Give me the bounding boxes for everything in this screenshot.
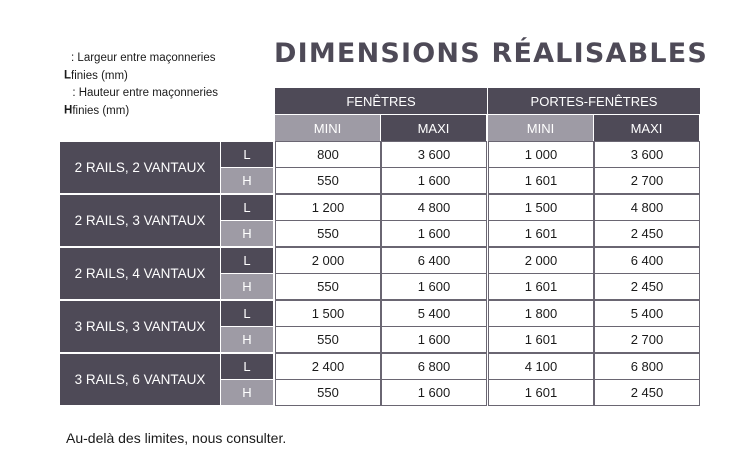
row-key-h: H (221, 380, 273, 405)
footnote: Au-delà des limites, nous consulter. (66, 430, 287, 446)
table-cell: 550 (275, 326, 381, 353)
table-cell: 3 600 (381, 141, 487, 168)
legend-l (64, 50, 222, 85)
row-label: 2 RAILS, 4 VANTAUX (60, 248, 220, 299)
table-cell: 2 000 (488, 247, 594, 274)
table-cell: 1 500 (275, 300, 381, 327)
table-cell: 1 600 (381, 326, 487, 353)
row-label: 2 RAILS, 2 VANTAUX (60, 142, 220, 193)
table-cell: 1 600 (381, 273, 487, 300)
table-cell: 6 800 (594, 353, 700, 380)
table-cell: 550 (275, 167, 381, 194)
row-label: 3 RAILS, 6 VANTAUX (60, 354, 220, 405)
table-cell: 1 500 (488, 194, 594, 221)
table-cell: 6 400 (594, 247, 700, 274)
table-cell: 1 800 (488, 300, 594, 327)
table-cell: 1 601 (488, 273, 594, 300)
table-cell: 1 000 (488, 141, 594, 168)
table-cell: 1 200 (275, 194, 381, 221)
table-cell: 1 600 (381, 167, 487, 194)
group-header: PORTES-FENÊTRES (488, 88, 700, 114)
legend-l-key: L (64, 69, 72, 82)
row-key-l: L (221, 195, 273, 220)
legend-h (64, 85, 222, 120)
table-cell: 1 600 (381, 220, 487, 247)
table-cell: 6 400 (381, 247, 487, 274)
table-cell: 2 450 (594, 273, 700, 300)
table-cell: 5 400 (381, 300, 487, 327)
row-key-l: L (221, 142, 273, 167)
row-key-l: L (221, 354, 273, 379)
table-cell: 2 450 (594, 379, 700, 406)
table-cell: 6 800 (381, 353, 487, 380)
table-cell: 2 450 (594, 220, 700, 247)
table-cell: 4 800 (381, 194, 487, 221)
legend-h-key: H (64, 104, 73, 117)
row-key-h: H (221, 274, 273, 299)
row-key-l: L (221, 248, 273, 273)
subheader-maxi: MAXI (381, 115, 486, 141)
table-cell: 2 700 (594, 167, 700, 194)
page-title: DIMENSIONS RÉALISABLES (274, 38, 709, 69)
table-cell: 550 (275, 220, 381, 247)
legend-l-text: : Largeur entre maçonneries finies (mm) (71, 52, 216, 82)
legend (64, 50, 222, 120)
table-cell: 2 700 (594, 326, 700, 353)
row-label: 2 RAILS, 3 VANTAUX (60, 195, 220, 246)
subheader-mini: MINI (275, 115, 380, 141)
row-key-h: H (221, 221, 273, 246)
table-cell: 4 100 (488, 353, 594, 380)
table-cell: 1 601 (488, 326, 594, 353)
group-header: FENÊTRES (275, 88, 487, 114)
table-cell: 1 600 (381, 379, 487, 406)
row-key-h: H (221, 168, 273, 193)
row-key-l: L (221, 301, 273, 326)
table-cell: 4 800 (594, 194, 700, 221)
table-cell: 550 (275, 273, 381, 300)
subheader-mini: MINI (488, 115, 593, 141)
row-key-h: H (221, 327, 273, 352)
table-cell: 800 (275, 141, 381, 168)
table-cell: 5 400 (594, 300, 700, 327)
table-cell: 2 000 (275, 247, 381, 274)
legend-h-text: : Hauteur entre maçonneries finies (mm) (72, 87, 219, 117)
table-cell: 1 601 (488, 379, 594, 406)
table-cell: 3 600 (594, 141, 700, 168)
row-label: 3 RAILS, 3 VANTAUX (60, 301, 220, 352)
table-cell: 550 (275, 379, 381, 406)
table-cell: 2 400 (275, 353, 381, 380)
table-cell: 1 601 (488, 167, 594, 194)
table-cell: 1 601 (488, 220, 594, 247)
subheader-maxi: MAXI (594, 115, 699, 141)
